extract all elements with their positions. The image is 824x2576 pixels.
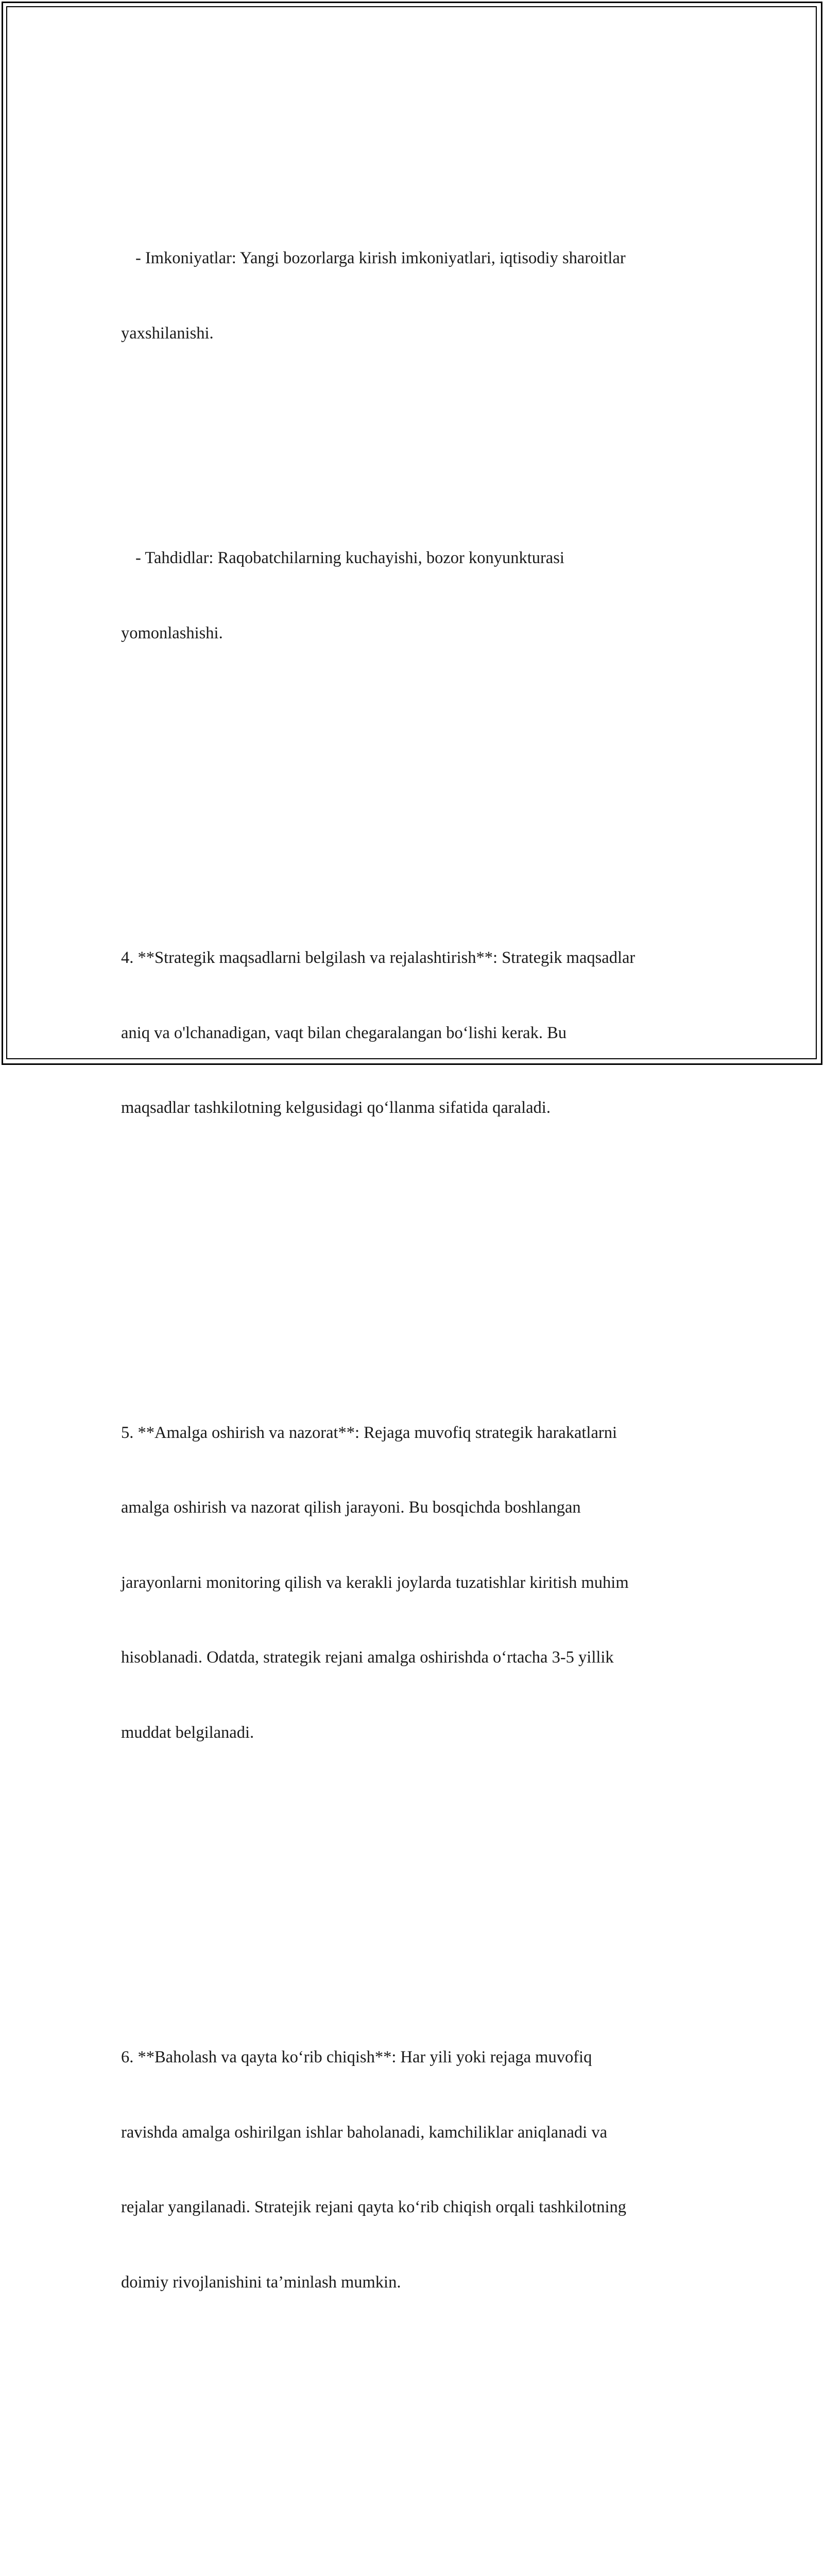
text-line: hisoblanadi. Odatda, strategik rejani amalga oshirishda o‘rtacha 3-5 yillik bbox=[121, 1648, 614, 1667]
bullet-tahdidlar bbox=[121, 496, 713, 696]
text-line: rejalar yangilanadi. Stratejik rejani qayta ko‘rib chiqish orqali tashkilotning bbox=[121, 2198, 627, 2216]
text-line: - Tahdidlar: Raqobatchilarning kuchayishi, bozor konyunkturasi bbox=[135, 549, 564, 567]
text-line: 6. **Baholash va qayta ko‘rib chiqish**: Har yili yoki rejaga muvofiq bbox=[121, 2048, 592, 2066]
text-line: 5. **Amalga oshirish va nazorat**: Rejaga muvofiq strategik harakatlarni bbox=[121, 1423, 617, 1442]
step-4-paragraph bbox=[121, 895, 713, 1171]
significance-paragraph bbox=[121, 2545, 713, 2576]
text-line: doimiy rivojlanishini ta’minlash mumkin. bbox=[121, 2273, 401, 2292]
text-line: 4. **Strategik maqsadlarni belgilash va rejalashtirish**: Strategik maqsadlar bbox=[121, 948, 636, 967]
text-line: yomonlashishi. bbox=[121, 623, 223, 642]
paragraph-gap bbox=[121, 1870, 713, 1895]
bullet-imkoniyatlar bbox=[121, 196, 713, 396]
paragraph-gap bbox=[121, 771, 713, 796]
text-line: maqsadlar tashkilotning kelgusidagi qo‘llanma sifatida qaraladi. bbox=[121, 1098, 551, 1117]
document-body bbox=[121, 96, 713, 2576]
text-line: aniq va o'lchanadigan, vaqt bilan chegaralangan bo‘lishi kerak. Bu bbox=[121, 1023, 566, 1042]
step-6-paragraph bbox=[121, 1995, 713, 2345]
paragraph-gap bbox=[121, 2420, 713, 2445]
text-line: ravishda amalga oshirilgan ishlar baholanadi, kamchiliklar aniqlanadi va bbox=[121, 2123, 607, 2142]
text-line: muddat belgilanadi. bbox=[121, 1723, 254, 1742]
text-line: - Imkoniyatlar: Yangi bozorlarga kirish imkoniyatlari, iqtisodiy sharoitlar bbox=[135, 249, 626, 267]
text-line: amalga oshirish va nazorat qilish jarayoni. Bu bosqichda boshlangan bbox=[121, 1498, 581, 1517]
paragraph-gap bbox=[121, 1245, 713, 1270]
step-5-paragraph bbox=[121, 1370, 713, 1795]
text-line: jarayonlarni monitoring qilish va kerakli joylarda tuzatishlar kiritish muhim bbox=[121, 1573, 629, 1592]
text-line: yaxshilanishi. bbox=[121, 324, 214, 343]
